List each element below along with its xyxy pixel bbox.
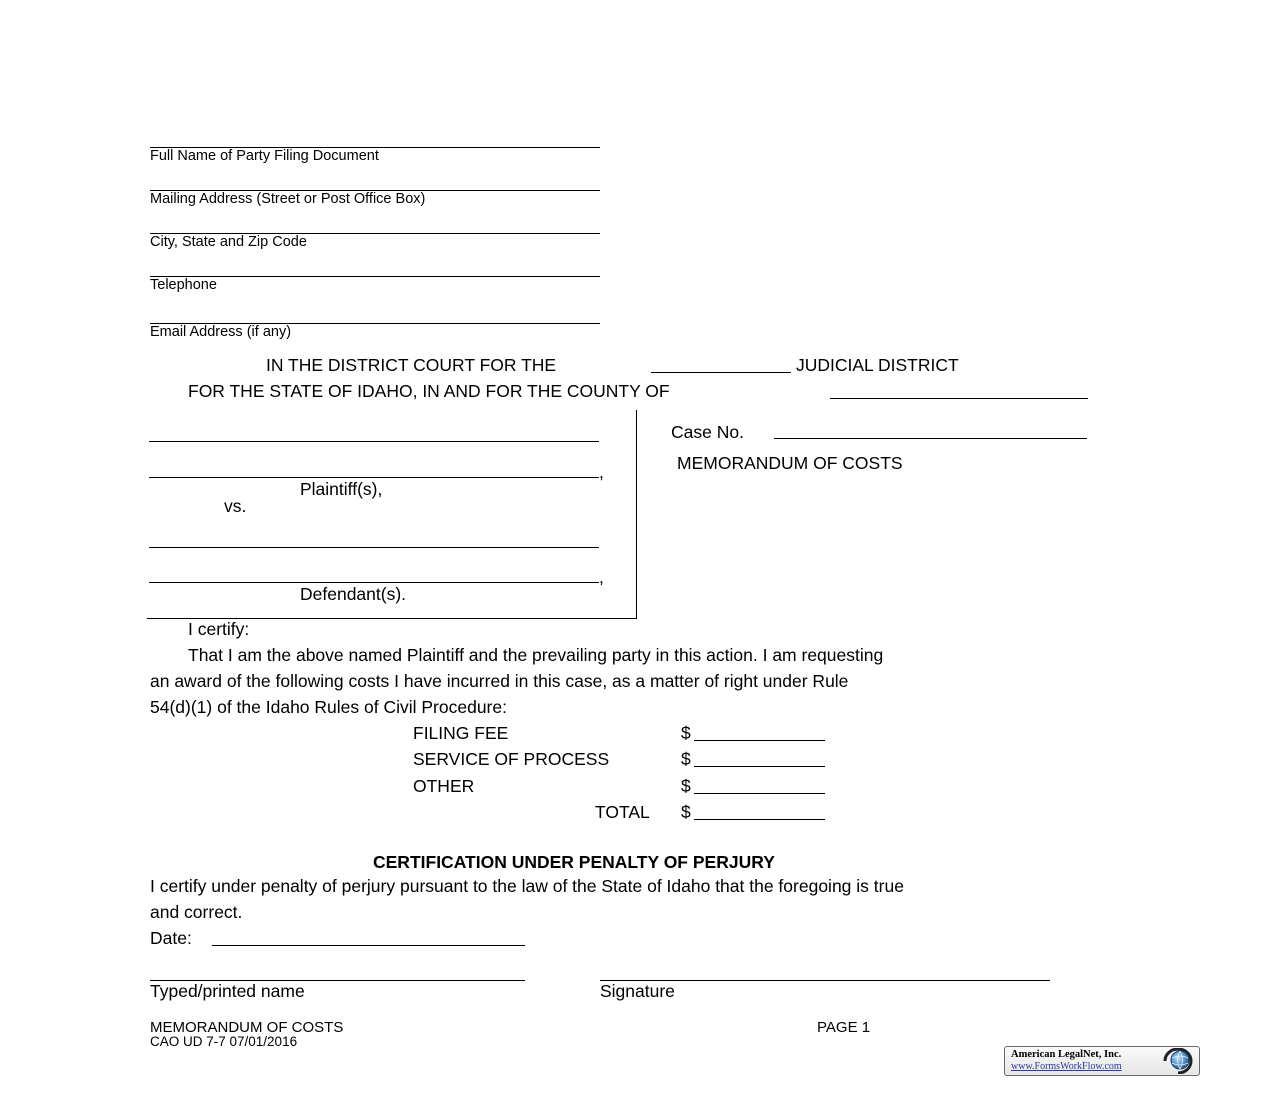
total-label: TOTAL	[595, 802, 650, 822]
american-legalnet-badge[interactable]	[1004, 1046, 1200, 1076]
paragraph-line-1: That I am the above named Plaintiff and the prevailing party in this action. I am requesting	[188, 645, 884, 665]
plaintiff-line-2[interactable]	[149, 477, 599, 478]
defendant-comma: ,	[599, 567, 604, 587]
paragraph-line-3: 54(d)(1) of the Idaho Rules of Civil Procedure:	[150, 697, 507, 717]
full-name-label: Full Name of Party Filing Document	[150, 148, 379, 164]
certification-heading: CERTIFICATION UNDER PENALTY OF PERJURY	[373, 852, 775, 872]
plaintiff-line-1[interactable]	[149, 441, 599, 442]
badge-url[interactable]: www.FormsWorkFlow.com	[1011, 1061, 1122, 1072]
county-blank[interactable]	[830, 398, 1088, 399]
document-title: MEMORANDUM OF COSTS	[677, 453, 903, 473]
cost-label-service: SERVICE OF PROCESS	[413, 749, 610, 769]
cost-dollar-service: $	[681, 749, 691, 769]
certify-label: I certify:	[188, 619, 250, 639]
total-amount-blank[interactable]	[694, 819, 825, 820]
judicial-district-blank[interactable]	[651, 372, 791, 373]
defendant-line-1[interactable]	[149, 547, 599, 548]
date-blank[interactable]	[212, 945, 525, 946]
email-label: Email Address (if any)	[150, 324, 292, 340]
service-amount-blank[interactable]	[694, 766, 825, 767]
footer-document-title: MEMORANDUM OF COSTS	[150, 1019, 344, 1036]
plaintiff-comma: ,	[599, 462, 604, 482]
court-line-1-suffix: JUDICIAL DISTRICT	[796, 355, 959, 375]
cost-label-filing-fee: FILING FEE	[413, 723, 509, 743]
total-dollar: $	[681, 802, 691, 822]
cost-dollar-filing-fee: $	[681, 723, 691, 743]
caption-divider	[636, 410, 637, 618]
cost-label-other: OTHER	[413, 776, 475, 796]
certification-line-1: I certify under penalty of perjury pursuant to the law of the State of Idaho that the foregoing is true	[150, 876, 904, 896]
plaintiff-label: Plaintiff(s),	[300, 479, 383, 499]
footer-page-number: PAGE 1	[817, 1019, 871, 1036]
telephone-line[interactable]	[150, 276, 600, 277]
signature-label: Signature	[600, 981, 675, 1001]
defendant-line-2[interactable]	[149, 582, 599, 583]
city-state-zip-label: City, State and Zip Code	[150, 234, 307, 250]
typed-name-label: Typed/printed name	[150, 981, 305, 1001]
badge-company: American LegalNet, Inc.	[1011, 1049, 1122, 1060]
defendant-label: Defendant(s).	[300, 584, 407, 604]
vs-label: vs.	[224, 496, 247, 516]
case-no-label: Case No.	[671, 422, 744, 442]
paragraph-line-2: an award of the following costs I have incurred in this case, as a matter of right under Rule	[150, 671, 849, 691]
mailing-address-label: Mailing Address (Street or Post Office Box)	[150, 191, 426, 207]
footer-form-id: CAO UD 7-7 07/01/2016	[150, 1034, 298, 1049]
case-no-blank[interactable]	[774, 438, 1087, 439]
court-line-1-prefix: IN THE DISTRICT COURT FOR THE	[266, 355, 557, 375]
court-line-2-prefix: FOR THE STATE OF IDAHO, IN AND FOR THE COUNTY OF	[188, 381, 670, 401]
cost-dollar-other: $	[681, 776, 691, 796]
telephone-label: Telephone	[150, 277, 217, 293]
date-label: Date:	[150, 928, 192, 948]
certification-line-2: and correct.	[150, 902, 243, 922]
globe-icon	[1160, 1048, 1196, 1074]
filing-fee-amount-blank[interactable]	[694, 740, 825, 741]
other-amount-blank[interactable]	[694, 793, 825, 794]
